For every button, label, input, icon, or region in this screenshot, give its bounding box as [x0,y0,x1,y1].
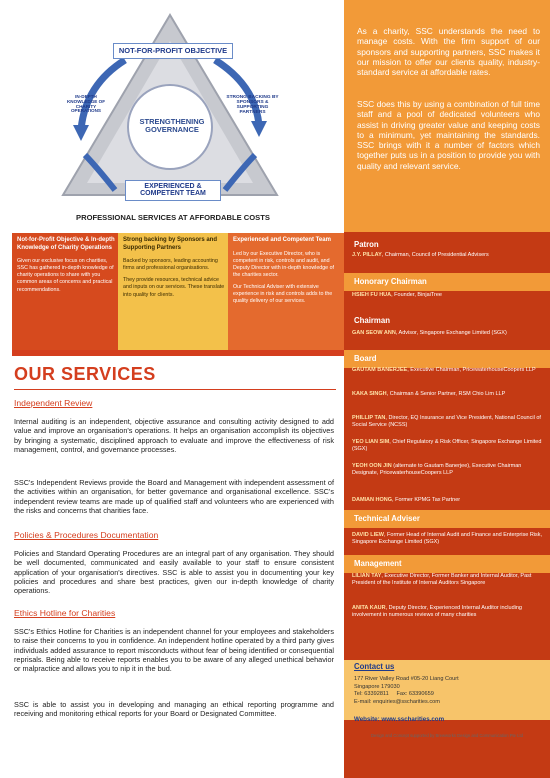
feature-box-title: Strong backing by Sponsors and Supporting Partners [123,237,218,251]
technical-entry [352,532,544,546]
intro-panel [344,0,550,232]
person-role: , Executive Director, Former Banker and Internal Auditor, Past President of the Institute of Internal Auditors Singapore [352,573,532,587]
professional-services-heading: PROFESSIONAL SERVICES AT AFFORDABLE COSTS [76,213,270,222]
person-role: , Chairman, Council of Presidential Advisers [381,252,489,258]
services-heading: OUR SERVICES [14,364,156,384]
board-entry [352,463,544,477]
ethics-paragraph-2: SSC is able to assist you in developing and managing an ethical reporting programme and receiving and monitoring ethical reports for your Board or Designated Committee. [14,700,334,719]
board-entry [352,415,544,429]
person-role: , Advisor, Singapore Exchange Limited (SGX) [395,330,507,336]
management-heading: Management [354,559,402,568]
design-credit: Design and Concept supported by Brewworks Design and Communication Pte Ltd [371,733,523,738]
board-entry [352,367,544,374]
person-name: GAUTAM BANERJEE [352,367,408,373]
ethics-paragraph-1: SSC's Ethics Hotline for Charities is an independent channel for your employees and stakeholders to raise their concerns to you in confidence. An independent hotline operated by a third party gives individuals added assurance to report misconducts without fear of being identified or consequential reprisals. Being able to receive reports enables you to be aware of any alleged unethical behavior or malpractice and allows you to nip it in the bud. [14,627,334,674]
person-role: , Founder, BinjaiTree [391,292,442,298]
feature-box-text: Led by our Executive Director, who is competent in risk, controls and audit, and Deputy Director with in-depth knowledge of the charities sector. [233,250,334,278]
email-line[interactable]: E-mail: enquiries@sscharities.com [354,698,440,705]
phone-fax: Tel: 63392811 Fax: 63390659 [354,691,434,698]
honorary-entry [352,292,544,299]
person-role: , Chief Regulatory & Risk Officer, Singapore Exchange Limited (SGX) [352,439,542,453]
diagram-bottom-label: EXPERIENCED & COMPETENT TEAM [125,180,221,201]
feature-box-text: Backed by sponsors, leading accounting firms and professional organisations. [123,258,218,272]
website-link[interactable]: Website: www.sscharities.com [354,716,445,723]
honorary-heading: Honorary Chairman [354,277,427,286]
feature-box-title: Not-for-Profit Objective & In-depth Knowledge of Charity Operations [17,237,115,251]
person-name: LILIAN TAY [352,573,382,579]
feature-box-title: Experienced and Competent Team [233,237,331,243]
chairman-entry [352,330,544,337]
management-entry [352,573,544,587]
person-role: , Chairman & Senior Partner, RSM Chio Lim LLP [386,391,506,397]
person-role: , Director, EQ Insurance and Vice President, National Council of Social Service (NCSS) [352,415,541,429]
feature-box-text: Given our exclusive focus on charities, SSC has gathered in-depth knowledge of charity operations to share with you common areas of concerns and practical recommendations. [17,258,114,293]
board-heading: Board [354,354,377,363]
divider-band [12,350,345,356]
board-entry [352,497,544,504]
technical-heading: Technical Adviser [354,514,420,523]
person-name: KAKA SINGH [352,391,387,397]
person-role: , Deputy Director, Experienced Internal Auditor including involvement in numerous reviews of many charities [352,605,522,619]
policies-heading: Policies & Procedures Documentation [14,530,159,540]
ethics-heading: Ethics Hotline for Charities [14,608,116,618]
intro-paragraph-1: As a charity, SSC understands the need to manage costs. With the firm support of our sponsors and supporting partners, SSC makes it our mission to offer our clients quality, industry-standard service at affordable rates. [357,26,540,77]
person-name: PHILLIP TAN [352,415,386,421]
person-name: YEOH OON JIN [352,463,392,469]
feature-box-text: Our Technical Adviser with extensive experience in risk and controls adds to the quality delivery of our services. [233,284,333,305]
independent-review-paragraph-1: Internal auditing is an independent, objective assurance and consulting activity designed to add value and improve an organisation's operations. It helps an organisation accomplish its objectives by bringing a systematic, disciplined approach to evaluate and improve the effectiveness of risk management, control, and governance processes. [14,417,334,454]
diagram-right-label: STRONG BACKING BY SPONSORS & SUPPORTING PARTNERS [226,95,279,116]
person-role: , Former KPMG Tax Partner [392,497,461,503]
services-rule [14,389,336,390]
person-role: (alternate to Gautam Banerjee), Executive Chairman Designate, PricewaterhouseCoopers LLP [352,463,522,477]
person-name: J.Y. PILLAY [352,252,382,258]
management-entry [352,605,544,619]
person-name: DAVID LIEW [352,532,384,538]
independent-review-heading: Independent Review [14,398,93,408]
address-line-1: 177 River Valley Road #05-20 Liang Court [354,676,459,682]
patron-entry [352,252,544,259]
intro-paragraph-2: SSC does this by using a combination of full time staff and a pool of dedicated volunteers who assist in driving greater value and keeping costs to a minimum, yet maintaining the standards. SSC brings with it a number of factors which together puts us in a position to provide you with quality and relevant service. [357,99,540,171]
person-role: , Former Head of Internal Audit and Finance and Enterprise Risk, Singapore Exchange Limited (SGX) [352,532,543,546]
diagram-center-label: STRENGTHENING GOVERNANCE [139,117,205,134]
diagram-left-label: IN-DEPTH KNOWLEDGE OF CHARITY OPERATIONS [66,94,106,114]
person-name: GAN SEOW ANN [352,330,396,336]
feature-box-sponsors [118,233,233,353]
contact-heading: Contact us [354,662,395,671]
feature-box-knowledge [12,233,122,353]
contact-details [354,676,459,706]
feature-box-team [228,233,344,353]
chairman-heading: Chairman [354,316,390,325]
person-name: ANITA KAUR [352,605,386,611]
person-role: , Executive Chairman, PricewaterhouseCoopers LLP [407,367,536,373]
diagram-top-label: NOT-FOR-PROFIT OBJECTIVE [113,43,233,59]
address-line-2: Singapore 179030 [354,683,400,690]
board-entry [352,439,544,453]
patron-heading: Patron [354,240,379,249]
feature-box-text: They provide resources, technical advice and inputs on our services. These translate into quality for clients. [123,277,225,298]
governance-diagram [55,5,285,205]
person-name: DAMIAN HONG [352,497,393,503]
independent-review-paragraph-2: SSC's Independent Reviews provide the Board and Management with independent assessment of the activities within an organisation, for better governance and organisational excellence. SSC's independent review teams are made up of qualified staff and volunteers who are experienced with the risks and concerns that charities face. [14,478,334,515]
person-name: YEO LIAN SIM [352,439,390,445]
board-entry [352,391,544,398]
person-name: HSIEH FU HUA [352,292,392,298]
policies-paragraph: Policies and Standard Operating Procedures are an integral part of any organisation. They should be well documented, communicated and easily available to your staff to ensure consistent application of your organisation's directives. SSC is able to assist you in documenting your key policies and procedures and share best practices, given our in-depth knowledge of charity operations. [14,549,334,596]
